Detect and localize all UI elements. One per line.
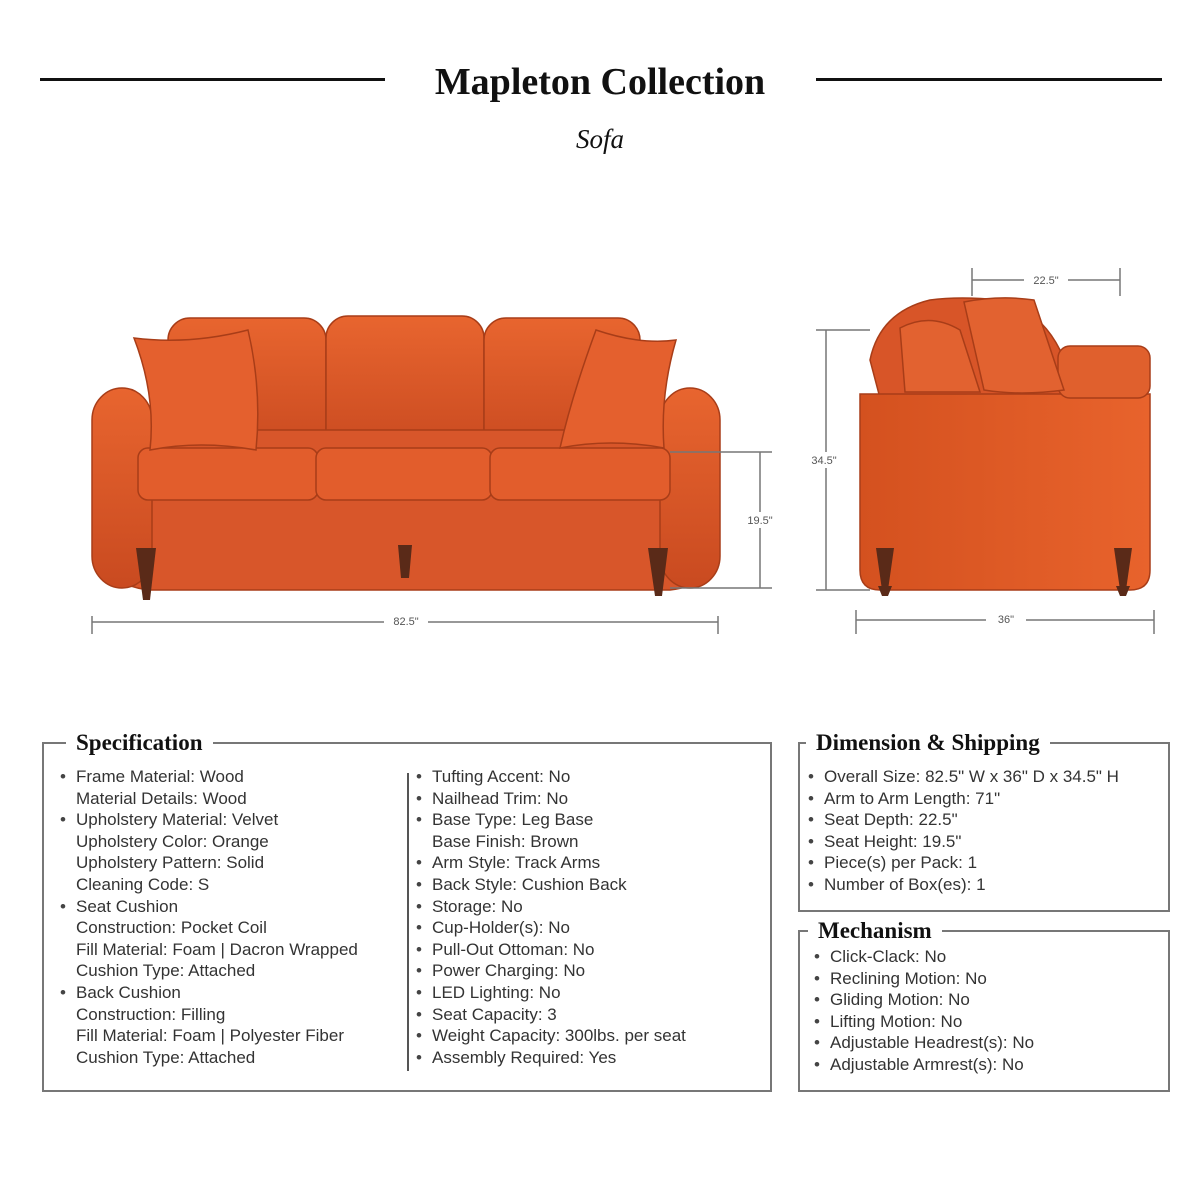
list-item: • Tufting Accent: No	[416, 766, 686, 788]
specification-right-column	[416, 766, 686, 1068]
list-item: Cushion Type: Attached	[76, 1047, 256, 1067]
list-item: • Back Cushion	[60, 982, 358, 1004]
list-item: • Base Type: Leg Base	[416, 809, 686, 831]
list-item: • Seat Depth: 22.5"	[808, 809, 1119, 831]
list-item: Base Finish: Brown	[432, 831, 579, 851]
list-item: • Upholstery Material: Velvet	[60, 809, 358, 831]
list-item: Upholstery Pattern: Solid	[76, 853, 265, 873]
side-arm-body	[860, 394, 1150, 590]
specification-left-column	[60, 766, 358, 1068]
seat-cushion-middle	[316, 448, 492, 500]
list-item: • Adjustable Armrest(s): No	[814, 1054, 1034, 1076]
side-seat-depth-label: 22.5"	[1033, 275, 1059, 287]
list-item: • Seat Cushion	[60, 896, 358, 918]
list-item: • Nailhead Trim: No	[416, 788, 686, 810]
throw-pillow-left	[134, 330, 258, 450]
list-item: • Pull-Out Ottoman: No	[416, 939, 686, 961]
page-subtitle: Sofa	[575, 124, 624, 154]
list-item: • Weight Capacity: 300lbs. per seat	[416, 1025, 686, 1047]
list-item: • LED Lighting: No	[416, 982, 686, 1004]
side-leg-front-lower	[878, 586, 892, 596]
list-item: • Reclining Motion: No	[814, 968, 1034, 990]
specification-divider	[407, 773, 409, 1071]
list-item: Construction: Filling	[76, 1004, 226, 1024]
list-item: • Piece(s) per Pack: 1	[808, 852, 1119, 874]
list-item: • Assembly Required: Yes	[416, 1047, 686, 1069]
list-item: • Number of Box(es): 1	[808, 874, 1119, 896]
list-item: • Click-Clack: No	[814, 946, 1034, 968]
list-item: Construction: Pocket Coil	[76, 918, 267, 938]
list-item: • Back Style: Cushion Back	[416, 874, 686, 896]
seat-cushion-left	[138, 448, 318, 500]
side-height-label: 34.5"	[811, 455, 837, 467]
list-item: • Seat Height: 19.5"	[808, 831, 1119, 853]
sofa-side-view	[806, 268, 1154, 634]
list-item: • Gliding Motion: No	[814, 989, 1034, 1011]
list-item: • Storage: No	[416, 896, 686, 918]
list-item: Material Details: Wood	[76, 788, 247, 808]
specification-title: Specification	[66, 730, 213, 756]
list-item: • Arm to Arm Length: 71"	[808, 788, 1119, 810]
list-item: Fill Material: Foam | Polyester Fiber	[76, 1026, 344, 1046]
mechanism-title: Mechanism	[808, 918, 942, 944]
list-item: • Seat Capacity: 3	[416, 1004, 686, 1026]
sofa-front-view	[92, 316, 778, 634]
front-width-label: 82.5"	[393, 616, 419, 628]
list-item: • Lifting Motion: No	[814, 1011, 1034, 1033]
mechanism-list	[814, 946, 1034, 1076]
list-item: • Frame Material: Wood	[60, 766, 358, 788]
list-item: • Power Charging: No	[416, 960, 686, 982]
list-item: • Adjustable Headrest(s): No	[814, 1032, 1034, 1054]
side-depth-label: 36"	[997, 614, 1015, 626]
list-item: Cushion Type: Attached	[76, 961, 256, 981]
list-item: Fill Material: Foam | Dacron Wrapped	[76, 939, 358, 959]
page-title: Mapleton Collection	[434, 61, 766, 103]
seat-height-label: 19.5"	[747, 515, 773, 527]
list-item: Cleaning Code: S	[76, 874, 210, 894]
side-arm-top	[1058, 346, 1150, 398]
list-item: • Arm Style: Track Arms	[416, 852, 686, 874]
side-leg-back-lower	[1116, 586, 1130, 596]
seat-cushion-right	[490, 448, 670, 500]
dimension-shipping-list	[808, 766, 1119, 896]
list-item: Upholstery Color: Orange	[76, 831, 269, 851]
list-item: • Cup-Holder(s): No	[416, 917, 686, 939]
list-item: • Overall Size: 82.5" W x 36" D x 34.5" H	[808, 766, 1119, 788]
dimension-shipping-title: Dimension & Shipping	[806, 730, 1050, 756]
